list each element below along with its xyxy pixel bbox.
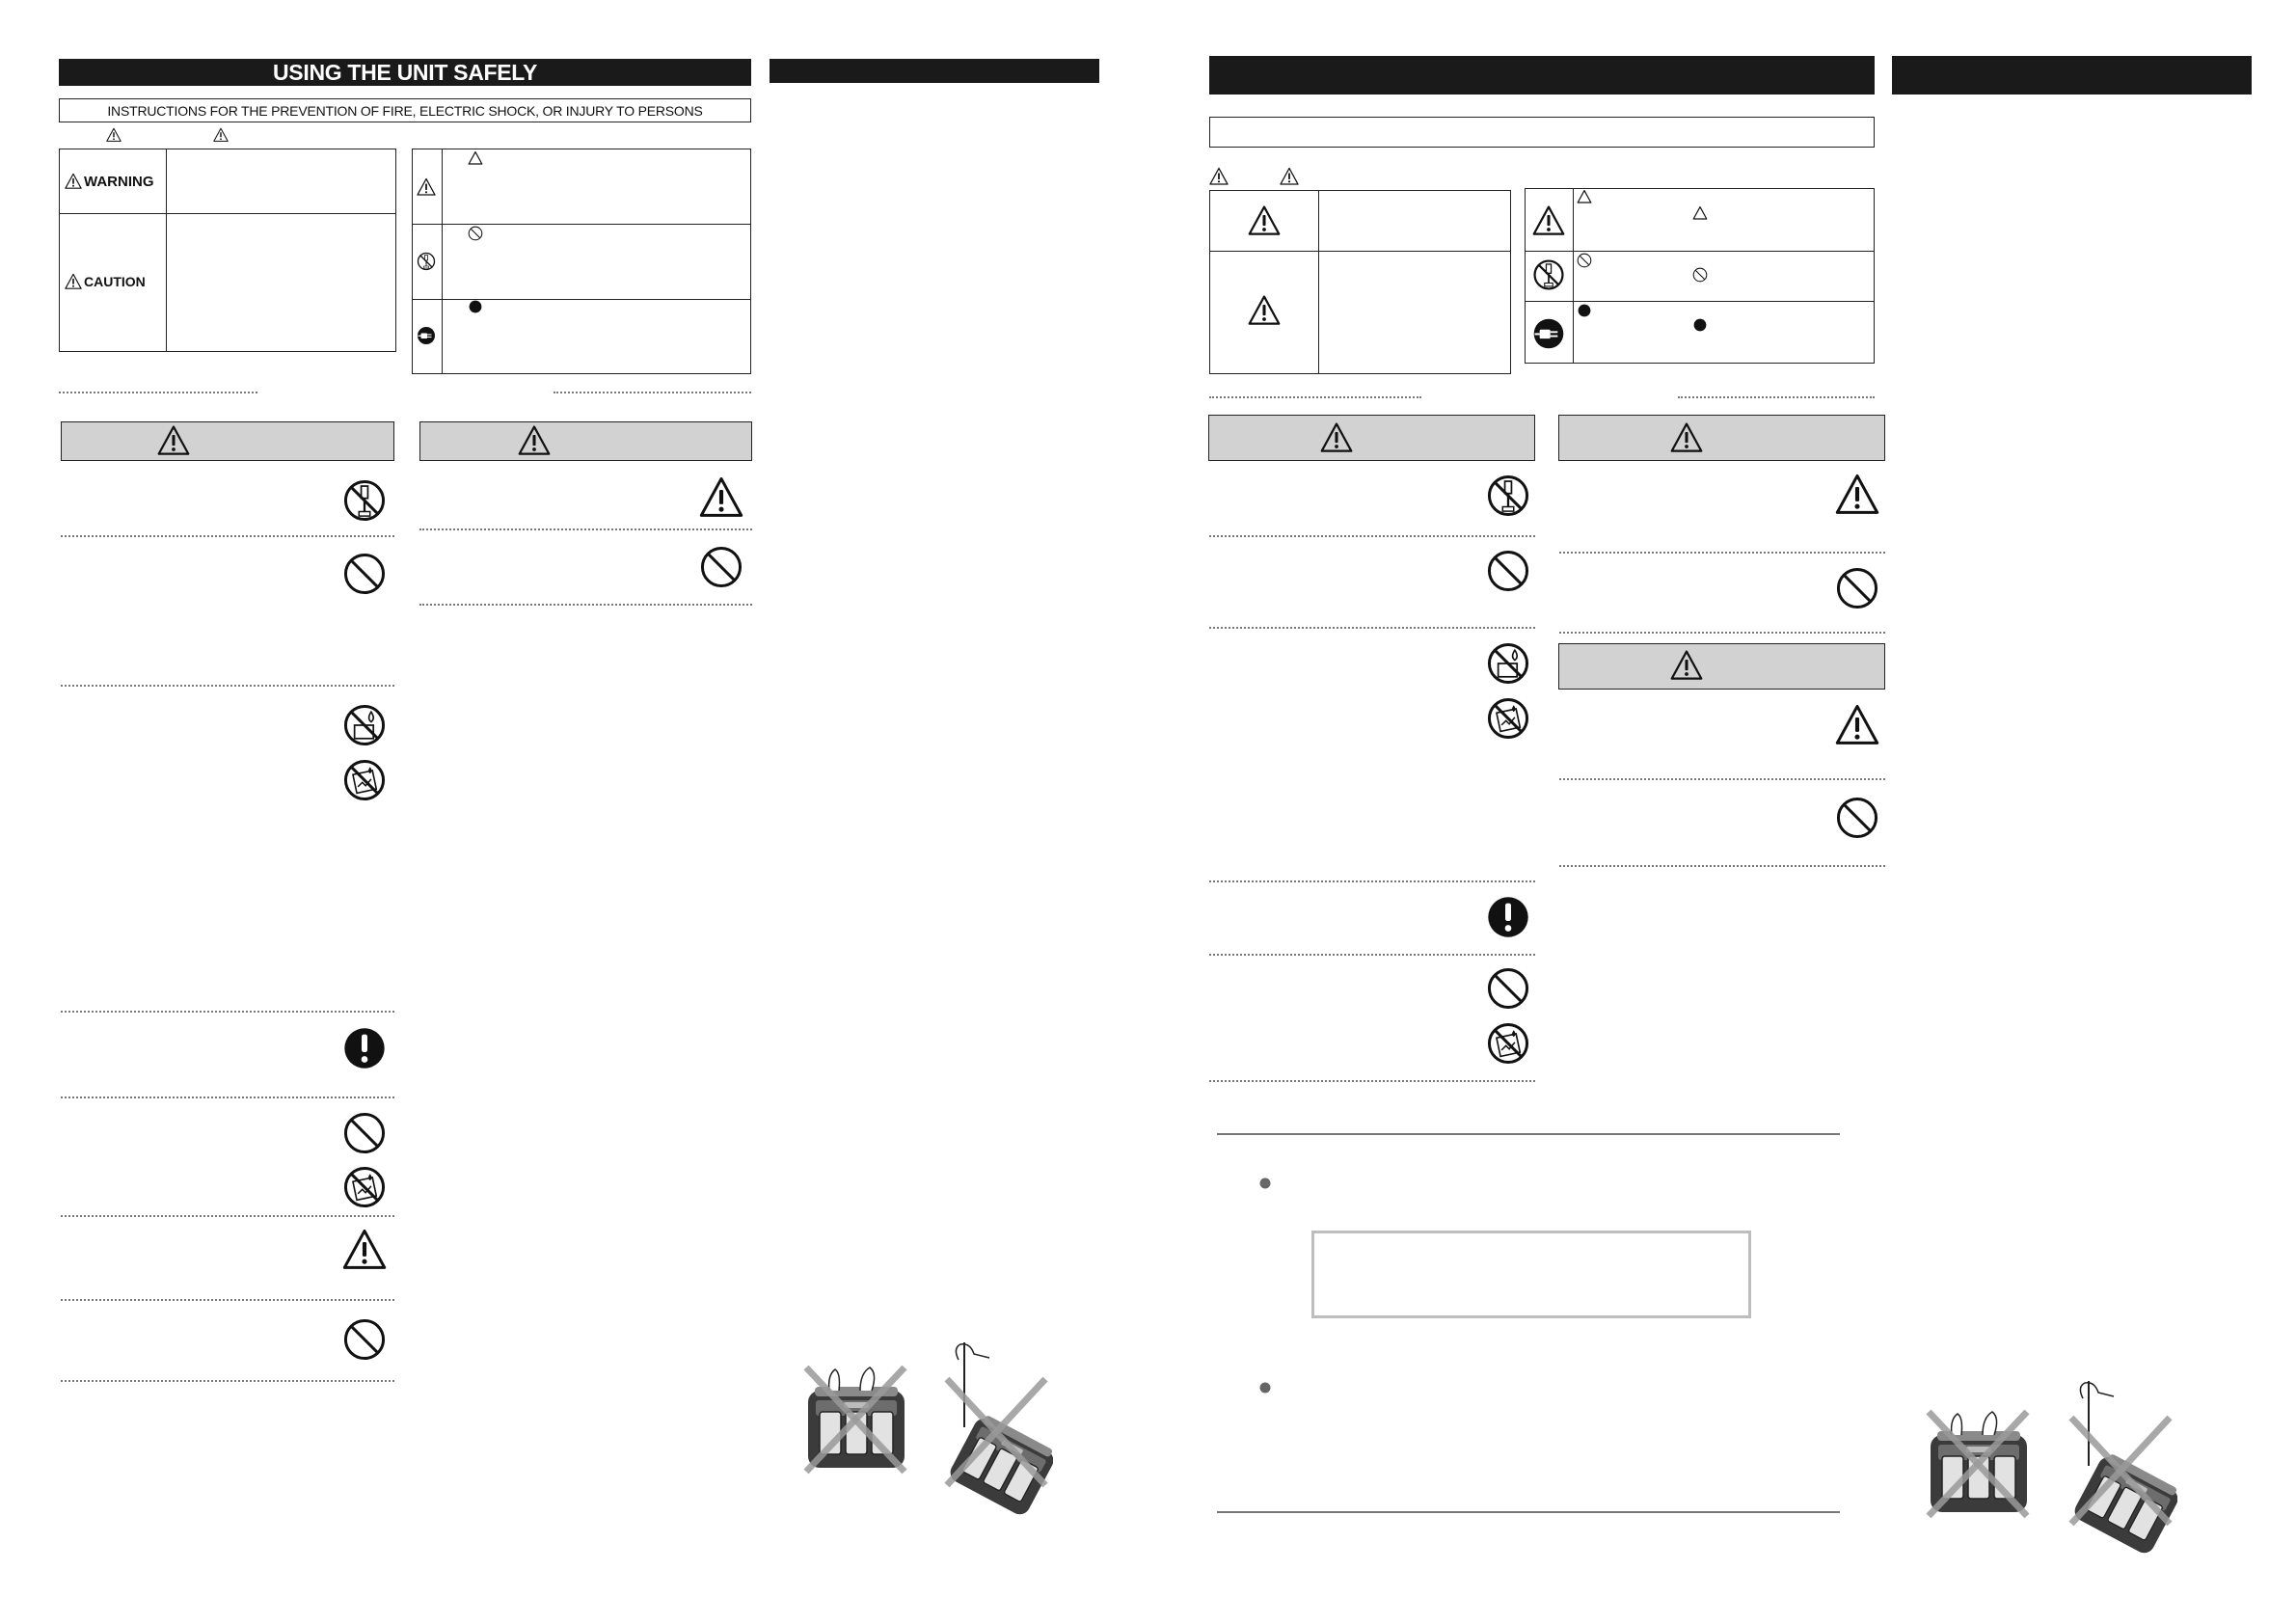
caution-triangle-icon [1280,167,1299,186]
caution-triangle-icon [1248,204,1281,237]
triangle-outline-icon [213,127,229,143]
prohibited-icon [1577,253,1592,268]
caution-triangle-icon [1209,167,1229,186]
triangle-outline-icon [1577,189,1592,204]
illustration-do-not-lift-by-cable [937,1340,1053,1524]
caution-triangle-icon [157,424,190,457]
dotted-divider [1209,396,1421,398]
no-water-icon [342,703,387,747]
item-divider [1559,778,1885,780]
warning-section-header [1208,415,1535,461]
caution-triangle-icon [417,177,436,197]
no-water-icon [1486,641,1530,686]
do-not-disassemble-icon [342,478,387,523]
no-wet-hands-icon [1486,696,1530,741]
item-divider [1209,627,1535,629]
item-divider [61,1011,394,1013]
warning-section-header [1558,415,1885,461]
page-title: USING THE UNIT SAFELY [59,59,751,86]
no-wet-hands-icon [342,758,387,802]
triangle-outline-icon [106,127,122,143]
caution-label: CAUTION [65,213,146,350]
caution-triangle-icon [1835,703,1879,747]
page-title-bar [1209,56,1875,95]
section-header-bar [770,59,1099,83]
item-divider [1209,1080,1535,1082]
filled-dot-icon [468,299,483,314]
prohibited-icon [1692,267,1708,283]
caution-triangle-icon [699,475,743,520]
symbol-legend-table [412,149,751,374]
illustration-do-not-lift-by-cable [2062,1379,2177,1562]
do-not-disassemble-icon [1486,474,1530,518]
item-divider [61,685,394,687]
prohibited-icon [1486,549,1530,593]
caution-triangle-icon [518,424,551,457]
item-divider [61,1096,394,1098]
item-divider [61,1215,394,1217]
section-rule [1217,1133,1840,1135]
no-wet-hands-icon [342,1165,387,1209]
item-divider [61,1299,394,1301]
section-rule [1217,1511,1840,1513]
item-divider [1559,865,1885,867]
caution-triangle-icon [1670,649,1703,682]
item-divider [419,604,752,606]
caution-triangle-icon [342,1228,387,1272]
item-divider [1559,632,1885,634]
warning-label: WARNING [65,149,154,213]
caution-triangle-icon [1320,421,1353,454]
filled-dot-icon [1577,303,1592,318]
prohibited-icon [342,552,387,596]
bullet-point [1260,1383,1271,1394]
instructions-banner: INSTRUCTIONS FOR THE PREVENTION OF FIRE, ELECTRIC SHOCK, OR INJURY TO PERSONS [59,98,751,122]
item-divider [1209,535,1535,537]
prohibited-icon [342,1317,387,1362]
no-wet-hands-icon [1486,1021,1530,1066]
illustration-do-not-lift-by-pedals [800,1362,911,1477]
item-divider [1209,880,1535,882]
caution-triangle-icon [65,273,82,290]
prohibited-icon [468,226,483,241]
section-header-bar [1892,56,2252,95]
dotted-divider [59,392,257,393]
triangle-outline-icon [1692,205,1708,221]
warning-section-header [419,421,752,461]
prohibited-icon [342,1111,387,1155]
prohibited-icon [699,545,743,589]
bullet-point [1260,1178,1271,1189]
warning-section-header [61,421,394,461]
filled-dot-icon [1692,317,1708,333]
prohibited-icon [1835,796,1879,840]
prohibited-icon [1835,566,1879,610]
prohibited-icon [1486,966,1530,1011]
caution-triangle-icon [1670,421,1703,454]
caution-triangle-icon [1248,294,1281,327]
caution-triangle-icon [1835,473,1879,517]
item-divider [61,1380,394,1382]
do-not-disassemble-icon [417,252,436,271]
caution-triangle-icon [1532,204,1565,237]
caution-triangle-icon [65,173,82,190]
dotted-divider [1678,396,1875,398]
illustration-do-not-lift-by-pedals [1923,1406,2034,1522]
notice-box [1311,1231,1751,1318]
instructions-banner [1209,117,1875,148]
triangle-outline-icon [468,150,483,166]
item-divider [1559,552,1885,554]
unplug-icon [1532,317,1565,350]
mandatory-action-icon [342,1026,387,1070]
warning-caution-table [59,149,396,352]
unplug-icon [417,326,436,345]
item-divider [419,528,752,530]
caution-section-header [1558,643,1885,690]
dotted-divider [554,392,751,393]
item-divider [61,535,394,537]
mandatory-action-icon [1486,895,1530,939]
item-divider [1209,954,1535,956]
do-not-disassemble-icon [1532,258,1565,291]
